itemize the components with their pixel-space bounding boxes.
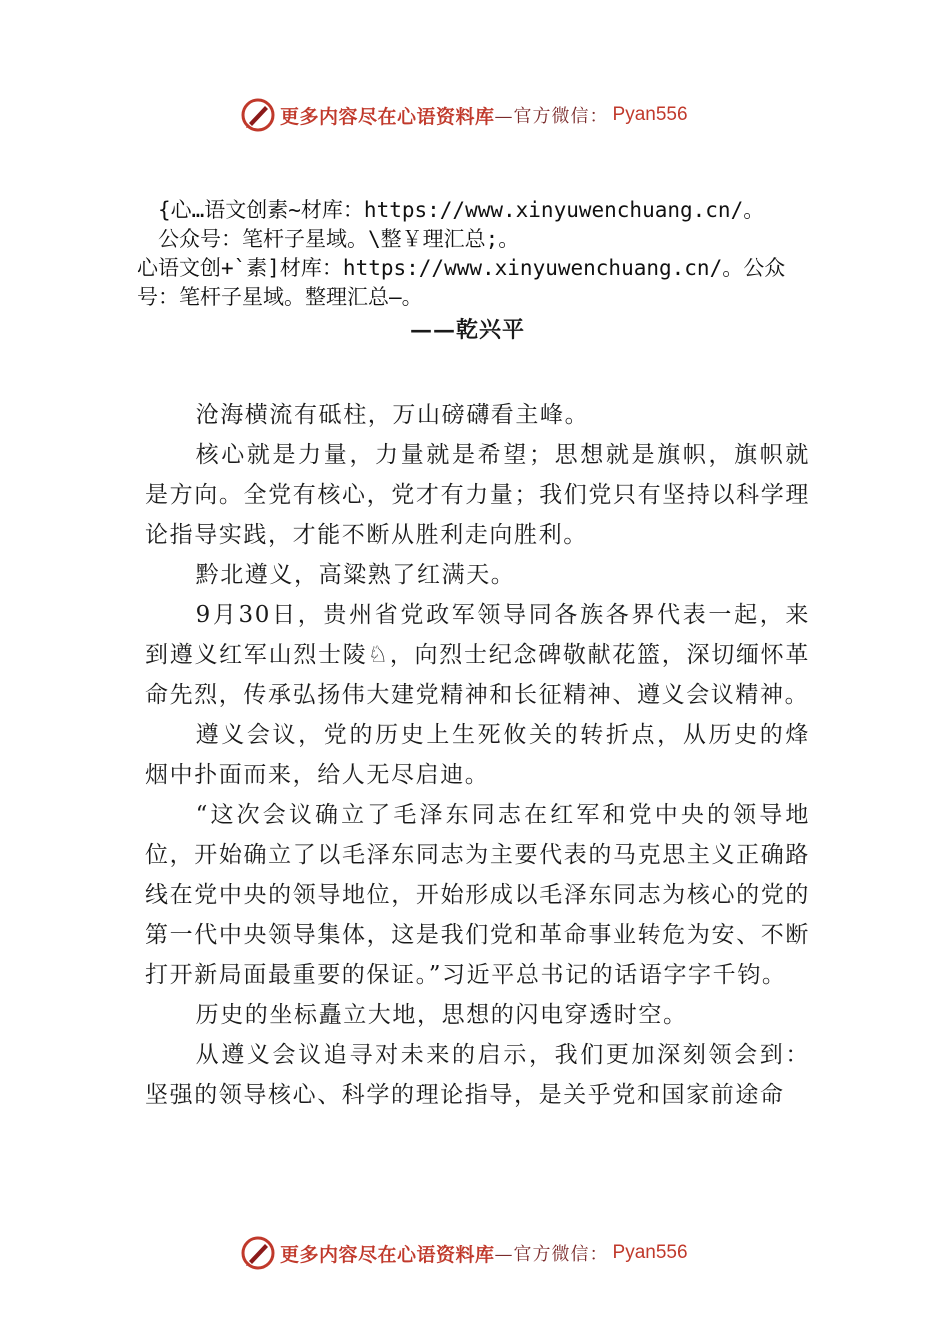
brush-logo-icon	[240, 97, 276, 133]
banner-wechat-id: Pyan556	[612, 104, 688, 125]
banner-main-text: 更多内容尽在心语资料库	[280, 1243, 495, 1266]
paragraph: 9月30日，贵州省党政军领导同各族各界代表一起，来到遵义红军山烈士陵♘，向烈士纪念碑敬献花篮，深切缅怀革命先烈，传承弘扬伟大建党精神和长征精神、遵义会议精神。	[145, 602, 810, 708]
header-line-2: 公众号：笔杆子星域。\整￥理汇总;。	[158, 227, 520, 251]
header-line-4: 号：笔杆子星域。整理汇总—。	[137, 285, 423, 309]
paragraph: 历史的坐标矗立大地，思想的闪电穿透时空。	[195, 1002, 688, 1028]
paragraph: 沧海横流有砥柱，万山磅礴看主峰。	[195, 402, 590, 428]
header-line-3: 心语文创+`素]材库：https://www.xinyuwenchuang.cn/。公众	[137, 256, 786, 280]
banner-main-text: 更多内容尽在心语资料库	[280, 105, 495, 128]
paragraph: 遵义会议，党的历史上生死攸关的转折点，从历史的烽烟中扑面而来，给人无尽启迪。	[145, 722, 810, 788]
banner-wechat-id: Pyan556	[612, 1242, 688, 1263]
banner-label-text: —官方微信：	[494, 1244, 609, 1265]
brush-logo-icon	[240, 1235, 276, 1271]
top-banner	[240, 95, 688, 135]
paragraph: 从遵义会议追寻对未来的启示，我们更加深刻领会到：坚强的领导核心、科学的理论指导，是关乎党和国家前途命	[145, 1042, 810, 1108]
paragraph: 黔北遵义，高粱熟了红满天。	[195, 562, 516, 588]
bottom-banner	[240, 1233, 688, 1273]
paragraph: 核心就是力量，力量就是希望；思想就是旗帜，旗帜就是方向。全党有核心，党才有力量；我们党只有坚持以科学理论指导实践，才能不断从胜利走向胜利。	[145, 442, 810, 548]
article-body	[145, 395, 810, 1115]
header-line-1: {心…语文创素~材库：https://www.xinyuwenchuang.cn/。	[158, 198, 765, 222]
author-byline: ——乾兴平	[410, 317, 526, 343]
banner-label-text: —官方微信：	[494, 106, 609, 127]
paragraph: “这次会议确立了毛泽东同志在红军和党中央的领导地位，开始确立了以毛泽东同志为主要代表的马克思主义正确路线在党中央的领导地位，开始形成以毛泽东同志为核心的党的第一代中央领导集体，这是我们党和革命事业转危为安、不断打开新局面最重要的保证。”习近平总书记的话语字字千钧。	[145, 802, 810, 988]
